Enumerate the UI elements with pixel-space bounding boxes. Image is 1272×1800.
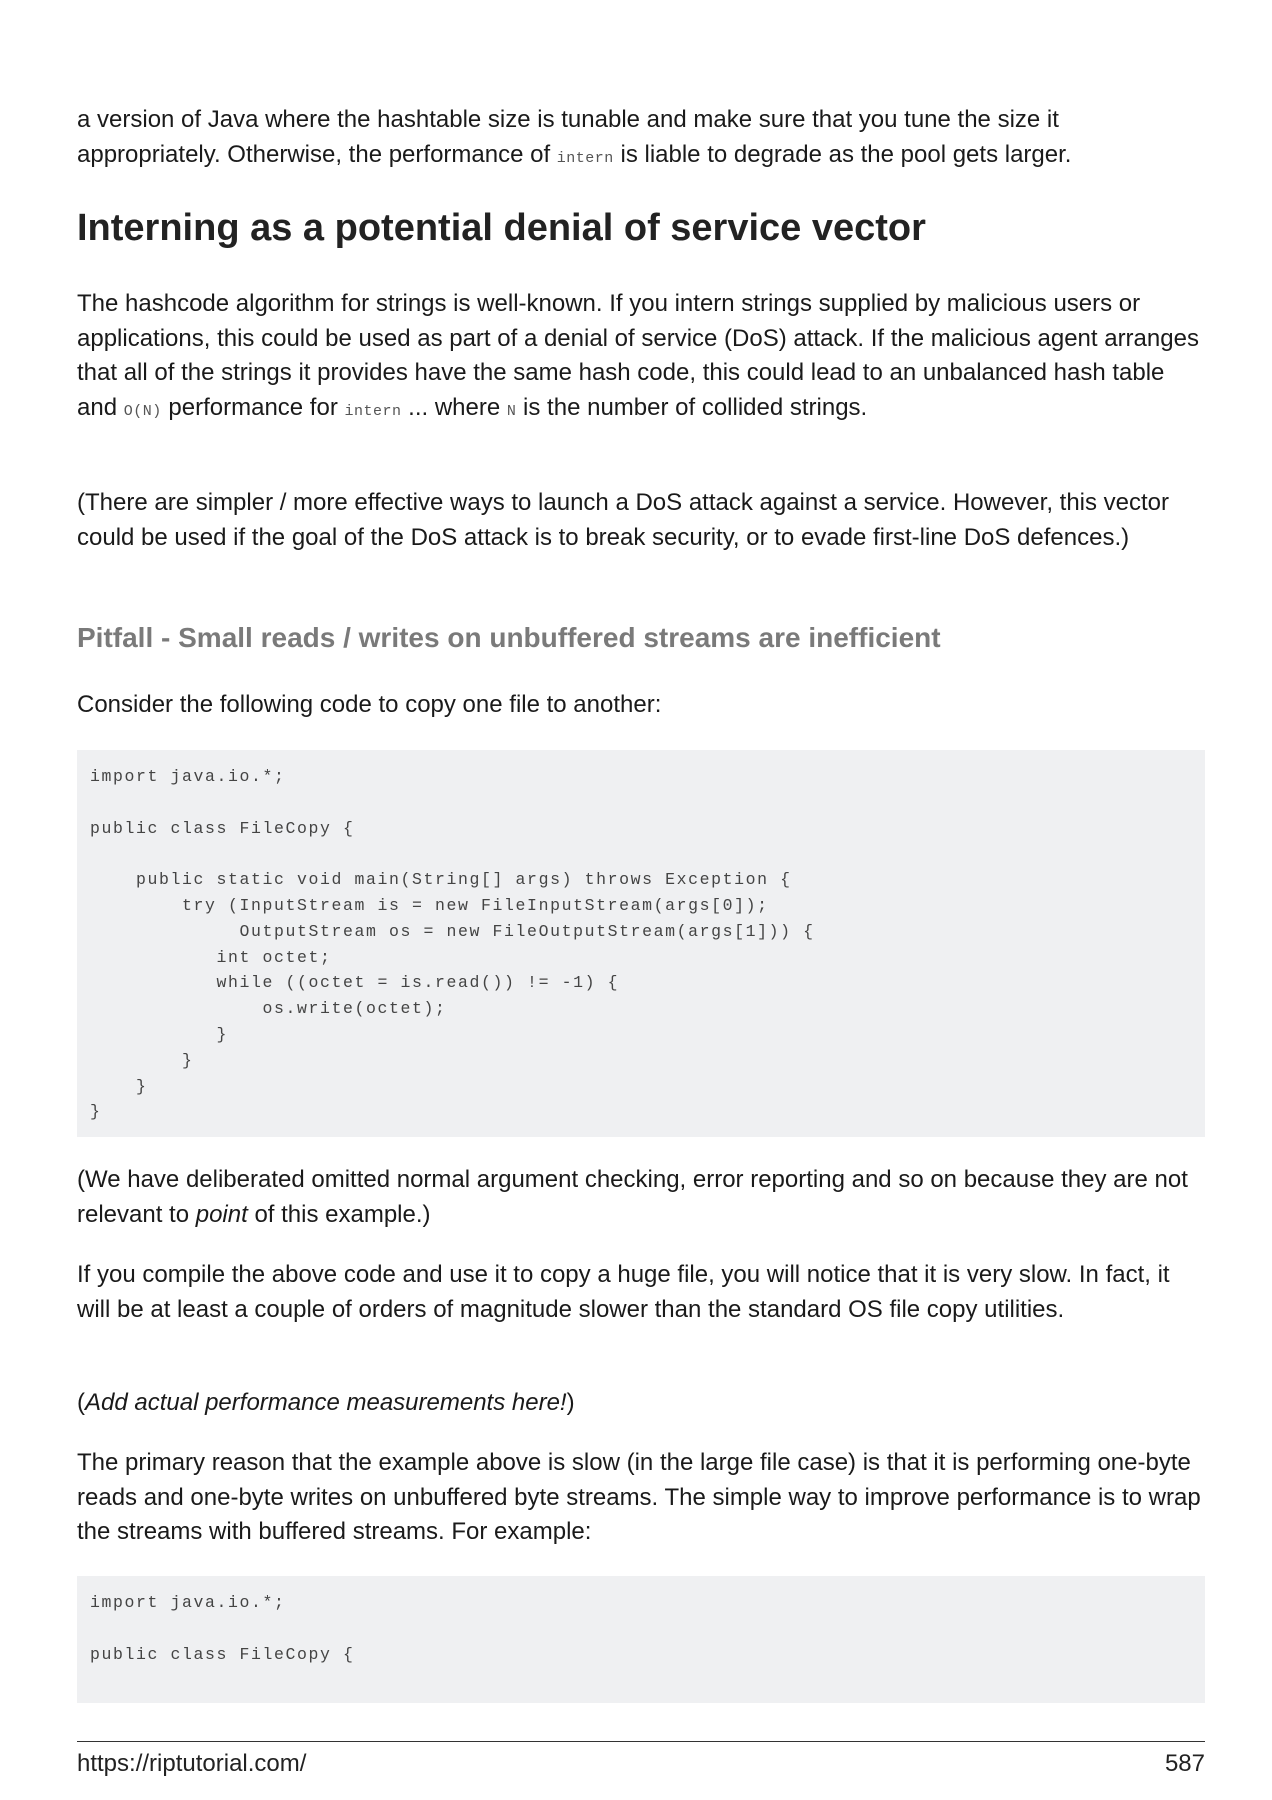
inline-code: O(N): [123, 402, 162, 420]
dos-note-paragraph: (There are simpler / more effective ways to launch a DoS attack against a service. However, this vector could be used if the goal of the DoS attack is to break security, or to evade first-line DoS defences.): [77, 489, 1170, 551]
inline-code: intern: [344, 402, 402, 420]
code-block: import java.io.*; public class FileCopy {: [77, 1576, 1205, 1703]
section-heading: Interning as a potential denial of service vector: [77, 207, 926, 249]
intro-paragraph: a version of Java where the hashtable size is tunable and make sure that you tune the size it appropriately. Otherwise, the performance of intern is liable to degrade as the pool gets larger.: [77, 106, 1072, 168]
page-number: 587: [1164, 1750, 1205, 1777]
dos-paragraph: The hashcode algorithm for strings is well-known. If you intern strings supplied by malicious users or applications, this could be used as part of a denial of service (DoS) attack. If the malicious agent arranges that all of the strings it provides have the same hash code, this could lead to an unbalanced hash table and O(N) performance for intern ... where N is the number of collided strings.: [77, 290, 1199, 421]
subsection-heading: Pitfall - Small reads / writes on unbuffered streams are inefficient: [77, 622, 941, 653]
omitted-paragraph: (We have deliberated omitted normal argument checking, error reporting and so on because they are not relevant to point of this example.): [77, 1166, 1188, 1228]
footer-divider: [77, 1741, 1205, 1742]
consider-paragraph: Consider the following code to copy one file to another:: [77, 691, 662, 718]
code-block: import java.io.*; public class FileCopy { public static void main(String[] args) throws Exception { try (InputStream is = new FileInputStream(args[0]); OutputStream os = new FileOutputStream(args[1])) { int octet; while ((octet = is.read()) != -1) { os.write(octet); } } } }: [77, 750, 1205, 1137]
inline-code: N: [506, 402, 517, 420]
slow-paragraph: If you compile the above code and use it to copy a huge file, you will notice that it is very slow. In fact, it will be at least a couple of orders of magnitude slower than the standard OS file copy utilities.: [77, 1261, 1170, 1323]
page-footer: [77, 1750, 1205, 1778]
footer-url[interactable]: https://riptutorial.com/: [77, 1750, 307, 1777]
reason-paragraph: The primary reason that the example above is slow (in the large file case) is that it is performing one-byte reads and one-byte writes on unbuffered byte streams. The simple way to improve performance is to wrap the streams with buffered streams. For example:: [77, 1449, 1201, 1546]
measure-paragraph: (Add actual performance measurements here!): [77, 1389, 575, 1416]
inline-code: intern: [556, 149, 614, 167]
